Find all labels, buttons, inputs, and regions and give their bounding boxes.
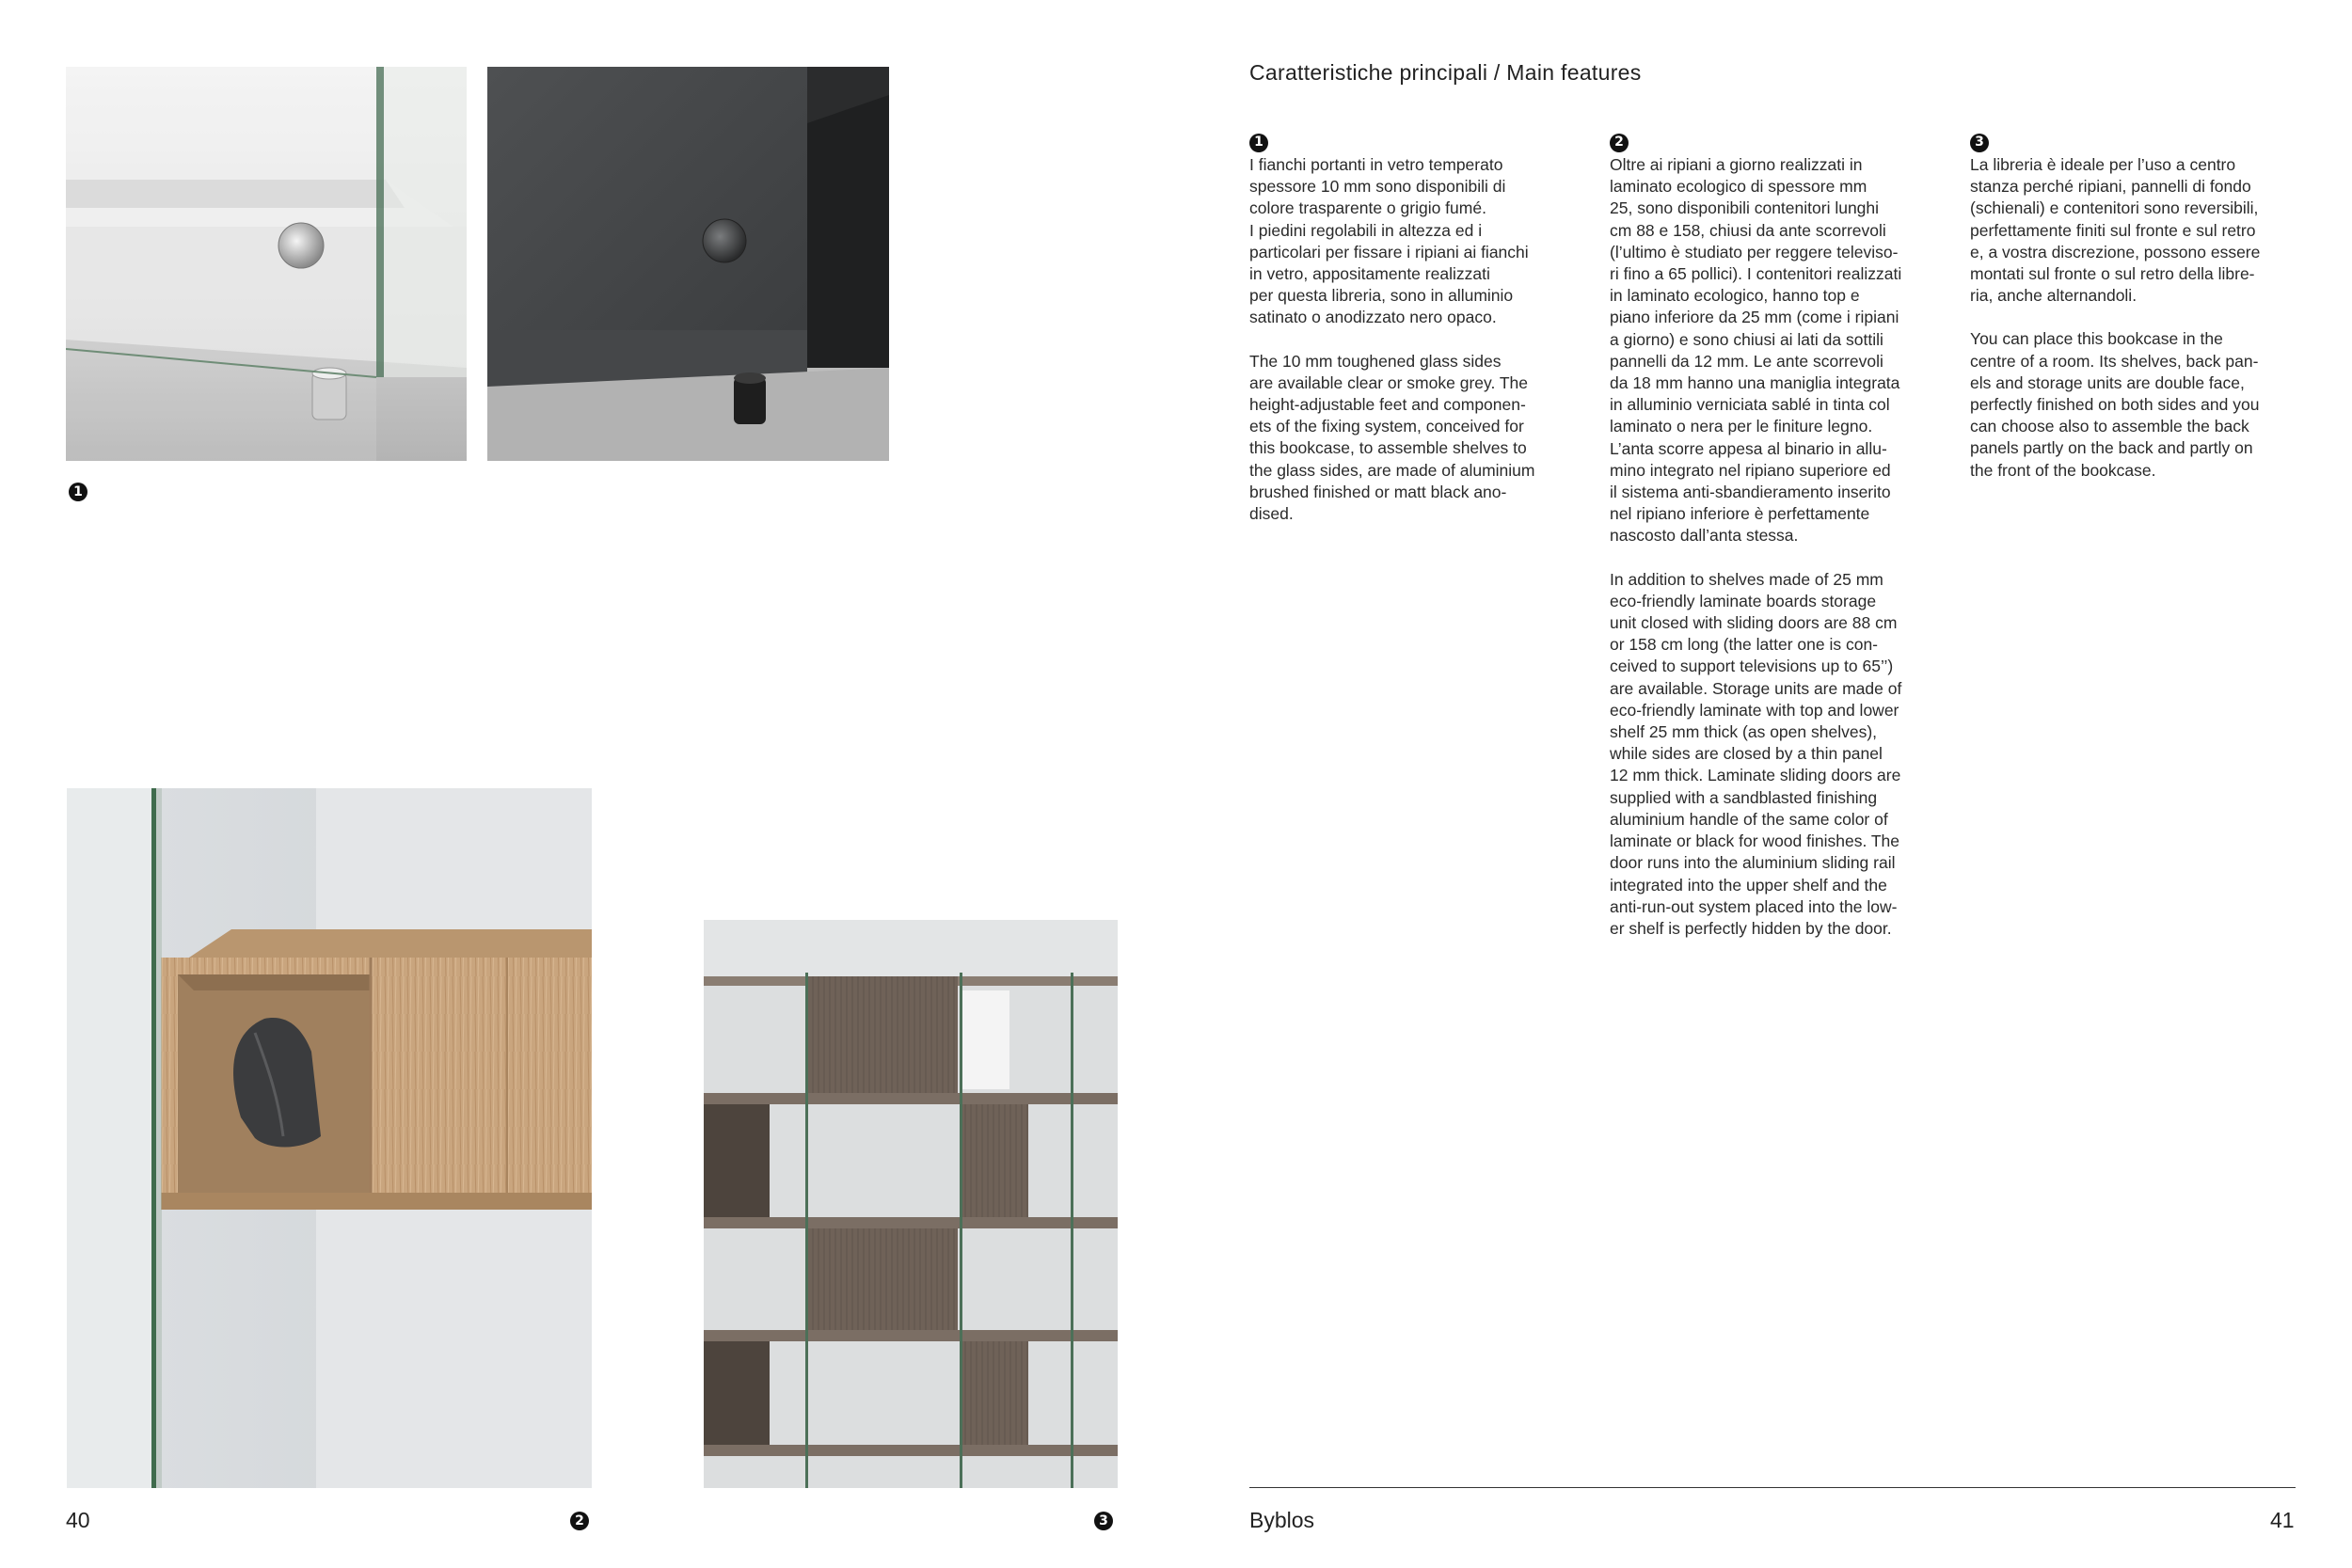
brand-name: Byblos bbox=[1249, 1508, 1315, 1532]
photo-glass-foot-clear bbox=[66, 67, 467, 461]
feature-column-1 bbox=[1249, 134, 1579, 546]
figure-1-marker: 1 bbox=[69, 483, 87, 501]
feature-3-marker: 3 bbox=[1970, 134, 1989, 152]
feature-2-marker: 2 bbox=[1610, 134, 1629, 152]
feature-1-marker: 1 bbox=[1249, 134, 1268, 152]
feature-column-2 bbox=[1610, 134, 1939, 961]
page-number-right: 41 bbox=[2270, 1508, 2295, 1532]
feature-2-english: In addition to shelves made of 25 mm eco-friendly laminate boards storage unit closed with sliding doors are 88 cm or 158 cm long (the latter one is con- ceived to support televisions up to 65’’) are available. Storage units are made of eco-friendly laminate with top and lower shelf 25 mm thick (as open shelves), while sides are closed by a thin panel 12 mm thick. Laminate sliding doors are supplied with a sandblasted finishing aluminium handle of the same color of laminate or black for wood finishes. The door runs into the aluminium sliding rail integrated into the upper shelf and the anti-run-out system placed into the low- er shelf is perfectly hidden by the door. bbox=[1610, 569, 1902, 938]
photo-glass-foot-smoke bbox=[487, 67, 889, 461]
figure-3-marker: 3 bbox=[1094, 1512, 1113, 1530]
figure-2-marker: 2 bbox=[570, 1512, 589, 1530]
feature-3-english: You can place this bookcase in the centre of a room. Its shelves, back pan- els and storage units are double face, perfectly finished on both sides and you can choose also to assemble the back panels partly on the back and partly on the front of the bookcase. bbox=[1970, 329, 2260, 480]
feature-3-italian: La libreria è ideale per l’uso a centro stanza perché ripiani, pannelli di fondo (schienali) e contenitori sono reversibili, perfettamente finiti sul fronte e sul retro e, a vostra discrezione, possono essere montati sul fronte o sul retro della libre- ria, anche alternandoli. bbox=[1970, 155, 2261, 306]
feature-1-english: The 10 mm toughened glass sides are available clear or smoke grey. The height-adjustable feet and componen- ets of the fixing system, conceived for this bookcase, to assemble shelves to the glass sides, are made of aluminium brushed finished or matt black ano- dised. bbox=[1249, 351, 1535, 524]
photo-bookcase-dark-wood bbox=[704, 920, 1118, 1488]
footer-divider bbox=[1249, 1487, 2296, 1488]
feature-1-italian: I fianchi portanti in vetro temperato spessore 10 mm sono disponibili di colore trasparente o grigio fumé. I piedini regolabili in altezza ed i particolari per fissare i ripiani ai fianchi in vetro, appositamente realizzati per questa libreria, sono in alluminio satinato o anodizzato nero opaco. bbox=[1249, 155, 1529, 327]
photo-oak-storage-unit bbox=[67, 788, 592, 1488]
feature-2-italian: Oltre ai ripiani a giorno realizzati in laminato ecologico di spessore mm 25, sono disponibili contenitori lunghi cm 88 e 158, chiusi da ante scorrevoli (l’ultimo è studiato per reggere televiso- ri fino a 65 pollici). I contenitori realizzati in laminato ecologico, hanno top e piano inferiore da 25 mm (come i ripiani a giorno) e sono chiusi ai lati da sottili pannelli da 12 mm. Le ante scorrevoli da 18 mm hanno una maniglia integrata in alluminio verniciata sablé in tinta col laminato o nera per le finiture legno. L’anta scorre appesa al binario in allu- mino integrato nel ripiano superiore ed il sistema anti-sbandieramento inserito nel ripiano inferiore è perfettamente nascosto dall’anta stessa. bbox=[1610, 155, 1902, 546]
features-title: Caratteristiche principali / Main features bbox=[1249, 60, 1642, 85]
feature-column-3 bbox=[1970, 134, 2299, 503]
page-number-left: 40 bbox=[66, 1508, 90, 1532]
